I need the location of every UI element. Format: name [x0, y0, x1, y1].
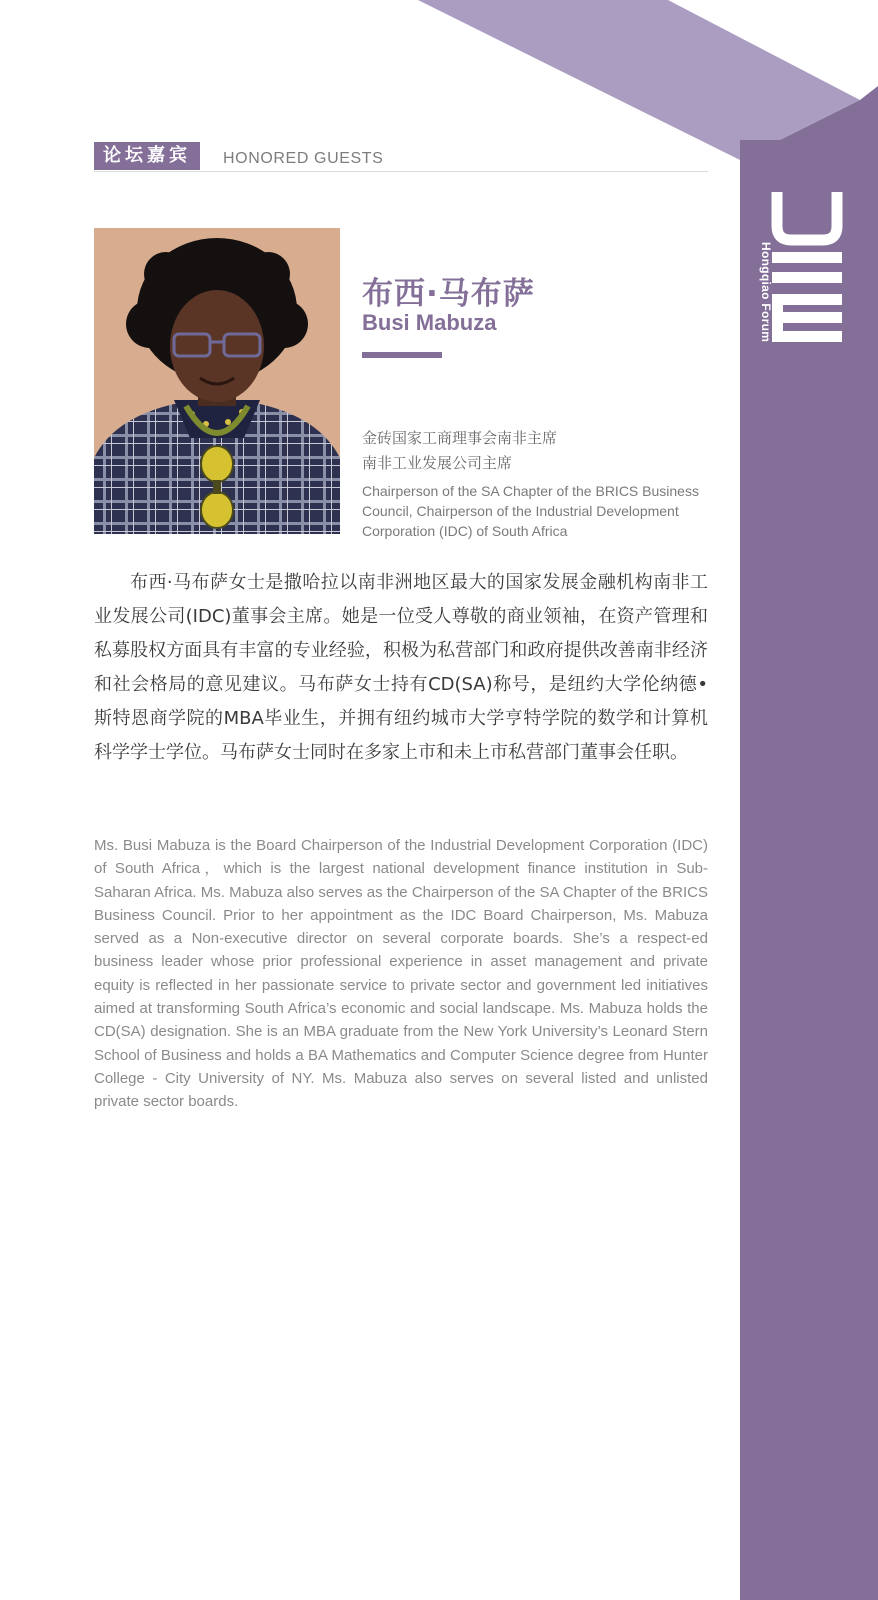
guest-bio-en: Ms. Busi Mabuza is the Board Chairperson of the Industrial Development Corporation (IDC) of South Africa，which is the largest national development finance institution in Sub-Saharan Africa. Ms. Mabuza also serves as the Chairperson of the SA Chapter of the BRICS Business Council. Prior to her appointment as the IDC Board Chairperson, Ms. Mabuza served as a Non-executive director on several corporate boards. She’s a respect-ed business leader whose prior professional experience in asset management and private equity is reflected in her passionate service to private sector and government led initiatives aimed at transforming South Africa’s economic and social landscape. Ms. Mabuza holds the CD(SA) designation. She is an MBA graduate from the New York University’s Leonard Stern School of Business and holds a BA Mathematics and Computer Science degree from Hunter College - City University of NY. Ms. Mabuza also serves on several listed and unlisted private sector boards.: [94, 837, 708, 1111]
ciie-logo: [771, 186, 843, 346]
brand-sidebar: [740, 140, 878, 1600]
section-title-en: HONORED GUESTS: [223, 150, 384, 167]
guest-bio-cn: 布西·马布萨女士是撒哈拉以南非洲地区最大的国家发展金融机构南非工业发展公司(IDC)董事会主席。她是一位受人尊敬的商业领袖，在资产管理和私募股权方面具有丰富的专业经验，积极为私营部门和政府提供改善南非经济和社会格局的意见建议。马布萨女士持有CD(SA)称号，是纽约大学伦纳德•斯特恩商学院的MBA毕业生，并拥有纽约城市大学亨特学院的数学和计算机科学学士学位。马布萨女士同时在多家上市和未上市私营部门董事会任职。: [94, 572, 708, 763]
guest-name-en: Busi Mabuza: [362, 310, 497, 335]
guest-title-cn-1: 金砖国家工商理事会南非主席: [362, 429, 558, 447]
guest-title-en: Chairperson of the SA Chapter of the BRICS Business Council, Chairperson of the Industrial Development Corporation (IDC) of South Africa: [362, 483, 699, 539]
section-divider: [94, 171, 708, 172]
guest-title-cn-2: 南非工业发展公司主席: [362, 454, 513, 472]
section-title-cn: 论坛嘉宾: [94, 142, 200, 170]
decorative-diagonal-band: [0, 0, 878, 160]
forum-label: Hongqiao Forum: [759, 242, 773, 343]
guest-portrait: [94, 228, 340, 534]
guest-name-cn: 布西·马布萨: [362, 276, 535, 312]
name-underline: [362, 352, 442, 358]
